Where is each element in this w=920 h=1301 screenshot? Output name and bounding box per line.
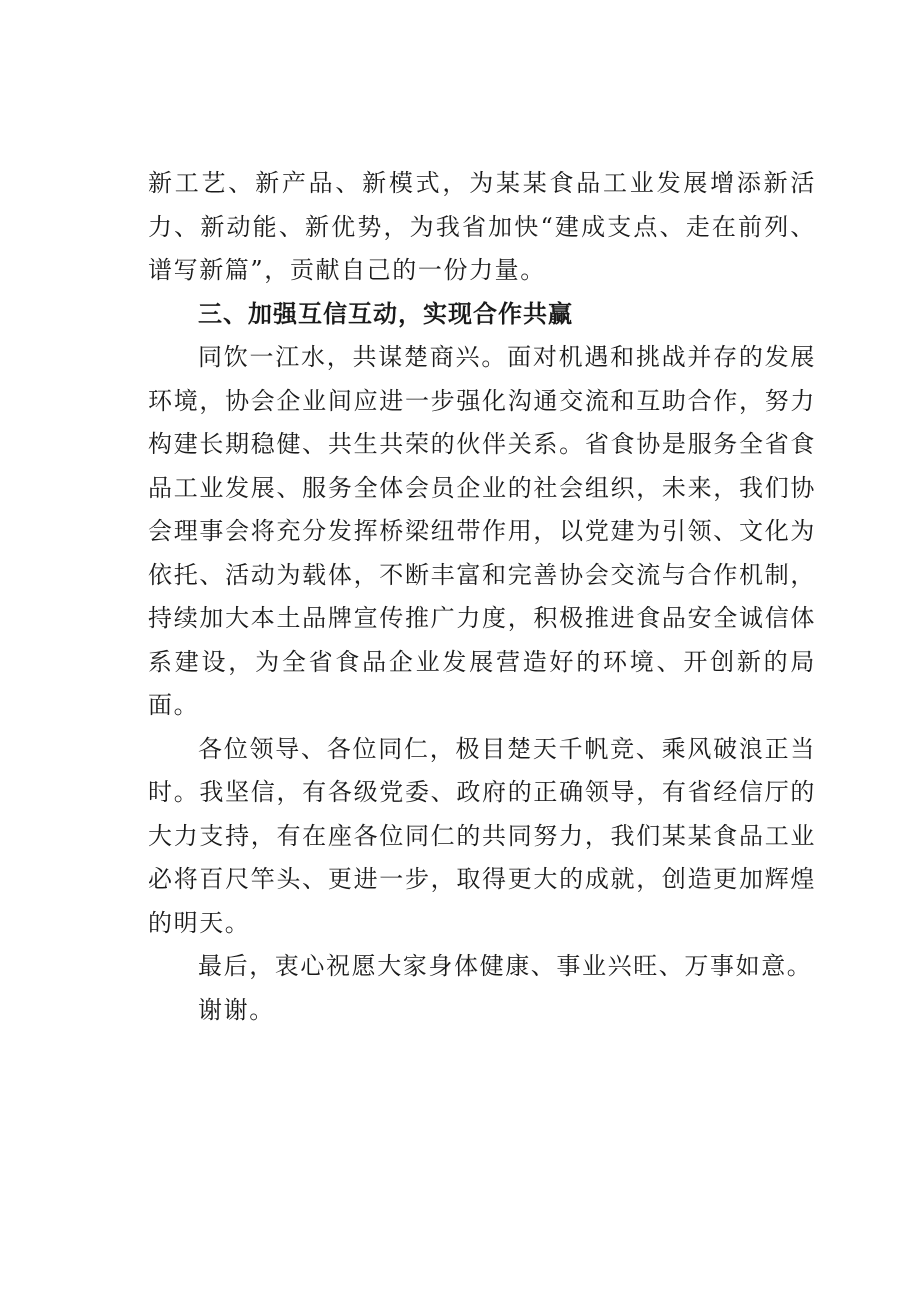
document-body [148,162,816,1032]
paragraph-cooperation: 同饮一江水，共谋楚商兴。面对机遇和挑战并存的发展环境，协会企业间应进一步强化沟通交流和互助合作，努力构建长期稳健、共生共荣的伙伴关系。省食协是服务全省食品工业发展、服务全体会员企业的社会组织，未来，我们协会理事会将充分发挥桥梁纽带作用，以党建为引领、文化为依托、活动为载体，不断丰富和完善协会交流与合作机制，持续加大本土品牌宣传推广力度，积极推进食品安全诚信体系建设，为全省食品企业发展营造好的环境、开创新的局面。 [148,343,816,719]
paragraph-continuation: 新工艺、新产品、新模式，为某某食品工业发展增添新活力、新动能、新优势，为我省加快“建成支点、走在前列、谱写新篇”，贡献自己的一份力量。 [148,169,816,284]
paragraph-thanks: 谢谢。 [198,995,275,1024]
paragraph-confidence: 各位领导、各位同仁，极目楚天千帆竞、乘风破浪正当时。我坚信，有各级党委、政府的正确领导，有省经信厅的大力支持，有在座各位同仁的共同努力，我们某某食品工业必将百尺竿头、更进一步，取得更大的成就，创造更加辉煌的明天。 [148,734,816,937]
paragraph-wishes: 最后，衷心祝愿大家身体健康、事业兴旺、万事如意。 [198,952,813,980]
section-heading: 三、加强互信互动，实现合作共赢 [198,299,573,328]
